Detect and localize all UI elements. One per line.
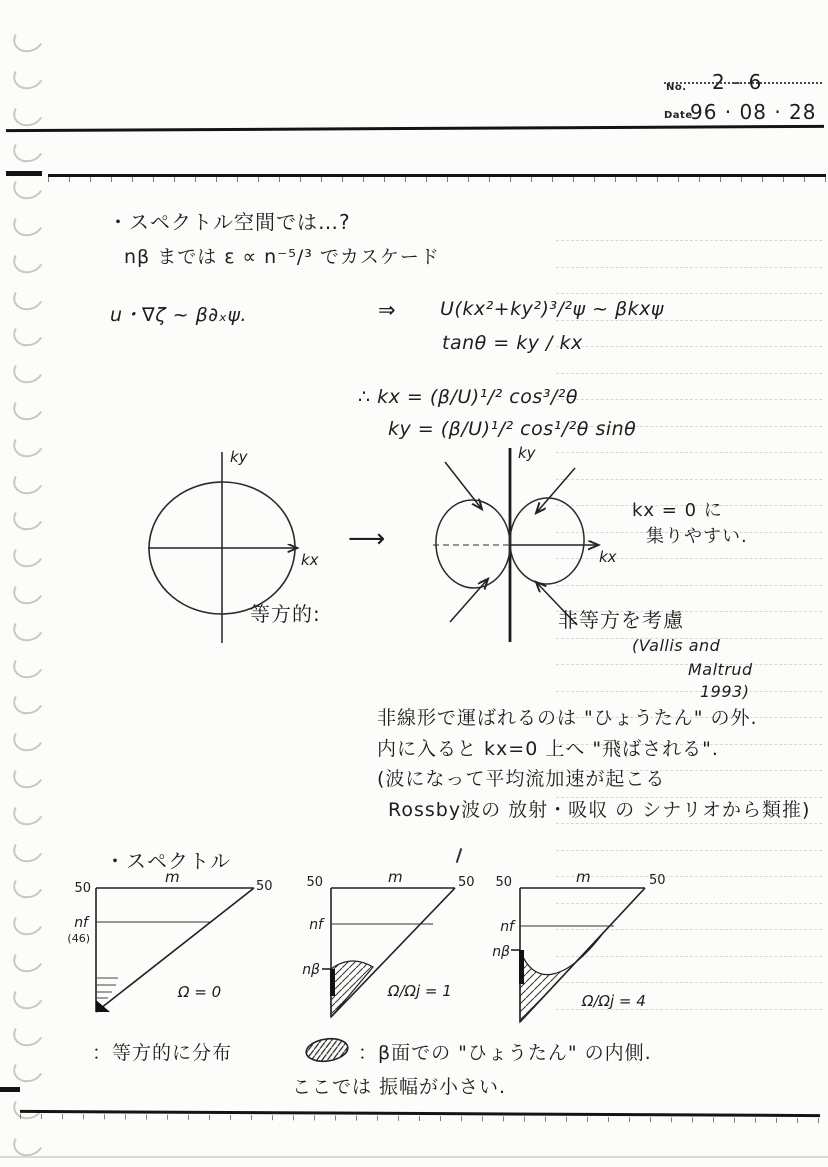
ky-axis-label: ky xyxy=(518,444,536,462)
m-axis-max-label: 50 xyxy=(256,879,273,894)
binding-hole xyxy=(10,279,48,313)
binding-hole xyxy=(10,427,48,461)
omega-label: Ω/Ωj = 4 xyxy=(582,992,646,1010)
ruled-line xyxy=(556,399,822,400)
right-lobe xyxy=(508,496,586,586)
reference-line-3: 1993) xyxy=(700,682,750,701)
binding-hole xyxy=(10,942,48,976)
equation-kx: ∴ kx = (β/U)¹/² cos³/²θ xyxy=(358,386,579,408)
binding-hole xyxy=(10,243,48,277)
binding-hole xyxy=(10,22,48,56)
binding-hole xyxy=(10,831,48,865)
binding-hole xyxy=(10,868,48,902)
no-dotted-line xyxy=(664,82,822,84)
nf-label: nf xyxy=(74,915,88,931)
binding-hole xyxy=(10,390,48,424)
omega-label: Ω = 0 xyxy=(178,983,222,1001)
binding-hole xyxy=(10,1126,48,1160)
m-axis-label: m xyxy=(388,868,403,886)
kx-axis-label: kx xyxy=(599,548,617,566)
legend-text: ：β面での "ひょうたん" の内側. xyxy=(358,1042,652,1064)
binding-hole xyxy=(10,537,48,571)
binding-hole xyxy=(10,353,48,387)
equation-ky: ky = (β/U)¹/² cos¹/²θ sinθ xyxy=(388,418,637,440)
m-axis-label: m xyxy=(165,868,180,886)
aniso-caption: 非等方を考慮 xyxy=(558,608,684,632)
kx-axis-label: kx xyxy=(301,551,319,569)
n-axis-max-label: 50 xyxy=(495,875,512,890)
ruled-line xyxy=(556,293,822,294)
binding-hole xyxy=(10,316,48,350)
binding-hole xyxy=(10,463,48,497)
paragraph-line-2: 内に入ると kx=0 上へ "飛ばされる". xyxy=(377,738,719,760)
n-axis-max-label: 50 xyxy=(306,875,323,890)
reference-line-1: (Vallis and xyxy=(632,636,721,655)
transform-arrow: ⟶ xyxy=(348,524,387,554)
margin-dash xyxy=(6,171,42,176)
stray-mark xyxy=(456,848,463,863)
left-lobe xyxy=(433,498,513,591)
omega-label: Ω/Ωj = 1 xyxy=(388,982,452,1000)
equation-tan: tanθ = ky / kx xyxy=(442,332,583,354)
hypotenuse xyxy=(96,888,254,1012)
nb-label: nβ xyxy=(492,944,510,960)
nf-label: nf xyxy=(500,919,514,935)
spectrum-panel-omega4 xyxy=(486,870,716,1030)
binding-hole xyxy=(10,647,48,681)
scan-artifact xyxy=(0,1087,20,1092)
binding-hole xyxy=(10,95,48,129)
reference-line-2: Maltrud xyxy=(688,660,753,679)
gourd-interior-region xyxy=(331,961,373,1017)
header-rule xyxy=(6,125,824,132)
aniso-note-2: 集りやすい. xyxy=(646,526,748,547)
m-axis-label: m xyxy=(576,868,591,886)
binding-hole xyxy=(10,574,48,608)
binding-hole xyxy=(10,684,48,718)
isotropic-caption: 等方的: xyxy=(250,602,321,626)
footer-left: ：等方的に分布 xyxy=(92,1042,233,1064)
ruled-line xyxy=(556,346,822,347)
top-rule-ticks xyxy=(48,177,826,182)
binding-hole xyxy=(10,59,48,93)
paragraph-line-3: (波になって平均流加速が起こる xyxy=(377,768,666,790)
page-edge-shadow xyxy=(0,1156,828,1158)
ruled-line xyxy=(556,691,822,692)
binding-hole xyxy=(10,500,48,534)
binding-hole xyxy=(10,206,48,240)
binding-hole xyxy=(10,611,48,645)
spectrum-panel-omega0 xyxy=(58,868,273,1020)
ruled-line xyxy=(556,373,822,374)
ruled-line xyxy=(556,267,822,268)
binding-hole xyxy=(10,758,48,792)
note-line-2: nβ までは ε ∝ n⁻⁵/³ でカスケード xyxy=(124,246,440,268)
paragraph-line-4: Rossby波の 放射・吸収 の シナリオから類推) xyxy=(388,799,811,821)
no-value: 2 - 6 xyxy=(712,70,763,94)
nf-label: nf xyxy=(309,917,323,933)
paragraph-line-1: 非線形で運ばれるのは "ひょうたん" の外. xyxy=(377,707,758,729)
binding-hole xyxy=(10,979,48,1013)
date-label: Date xyxy=(664,110,693,121)
ruled-line xyxy=(556,850,822,851)
inflow-arrow-bottom-left xyxy=(450,580,487,622)
equation-left: u・∇ζ ~ β∂ₓψ. xyxy=(110,304,248,326)
binding-hole xyxy=(10,132,48,166)
spectra-heading: ・スペクトル xyxy=(105,849,231,873)
ky-axis-label: ky xyxy=(230,448,248,466)
m-axis-max-label: 50 xyxy=(458,875,475,890)
equation-right: U(kx²+ky²)³/²ψ ~ βkxψ xyxy=(440,298,664,320)
binding-hole xyxy=(10,1052,48,1086)
binding-hole xyxy=(10,795,48,829)
aniso-note-1: kx = 0 に xyxy=(632,500,723,521)
no-label: No. xyxy=(666,82,687,93)
hatched-ellipse-icon xyxy=(302,1036,356,1066)
date-value: 96 · 08 · 28 xyxy=(690,100,817,124)
legend-text-2: ここでは 振幅が小さい. xyxy=(292,1076,507,1098)
ruled-line xyxy=(556,240,822,241)
implies-arrow: ⇒ xyxy=(378,298,397,322)
spectrum-panel-omega1 xyxy=(293,870,508,1025)
binding-hole xyxy=(10,1015,48,1049)
binding-hole xyxy=(10,905,48,939)
n-axis-max-label: 50 xyxy=(74,881,91,896)
note-line-1: ・スペクトル空間では…? xyxy=(108,210,351,234)
legend-ellipse xyxy=(305,1036,350,1064)
nf-value-label: (46) xyxy=(67,932,90,945)
ruled-line xyxy=(556,823,822,824)
m-axis-max-label: 50 xyxy=(649,873,666,888)
nb-label: nβ xyxy=(302,962,320,978)
binding-hole xyxy=(10,721,48,755)
